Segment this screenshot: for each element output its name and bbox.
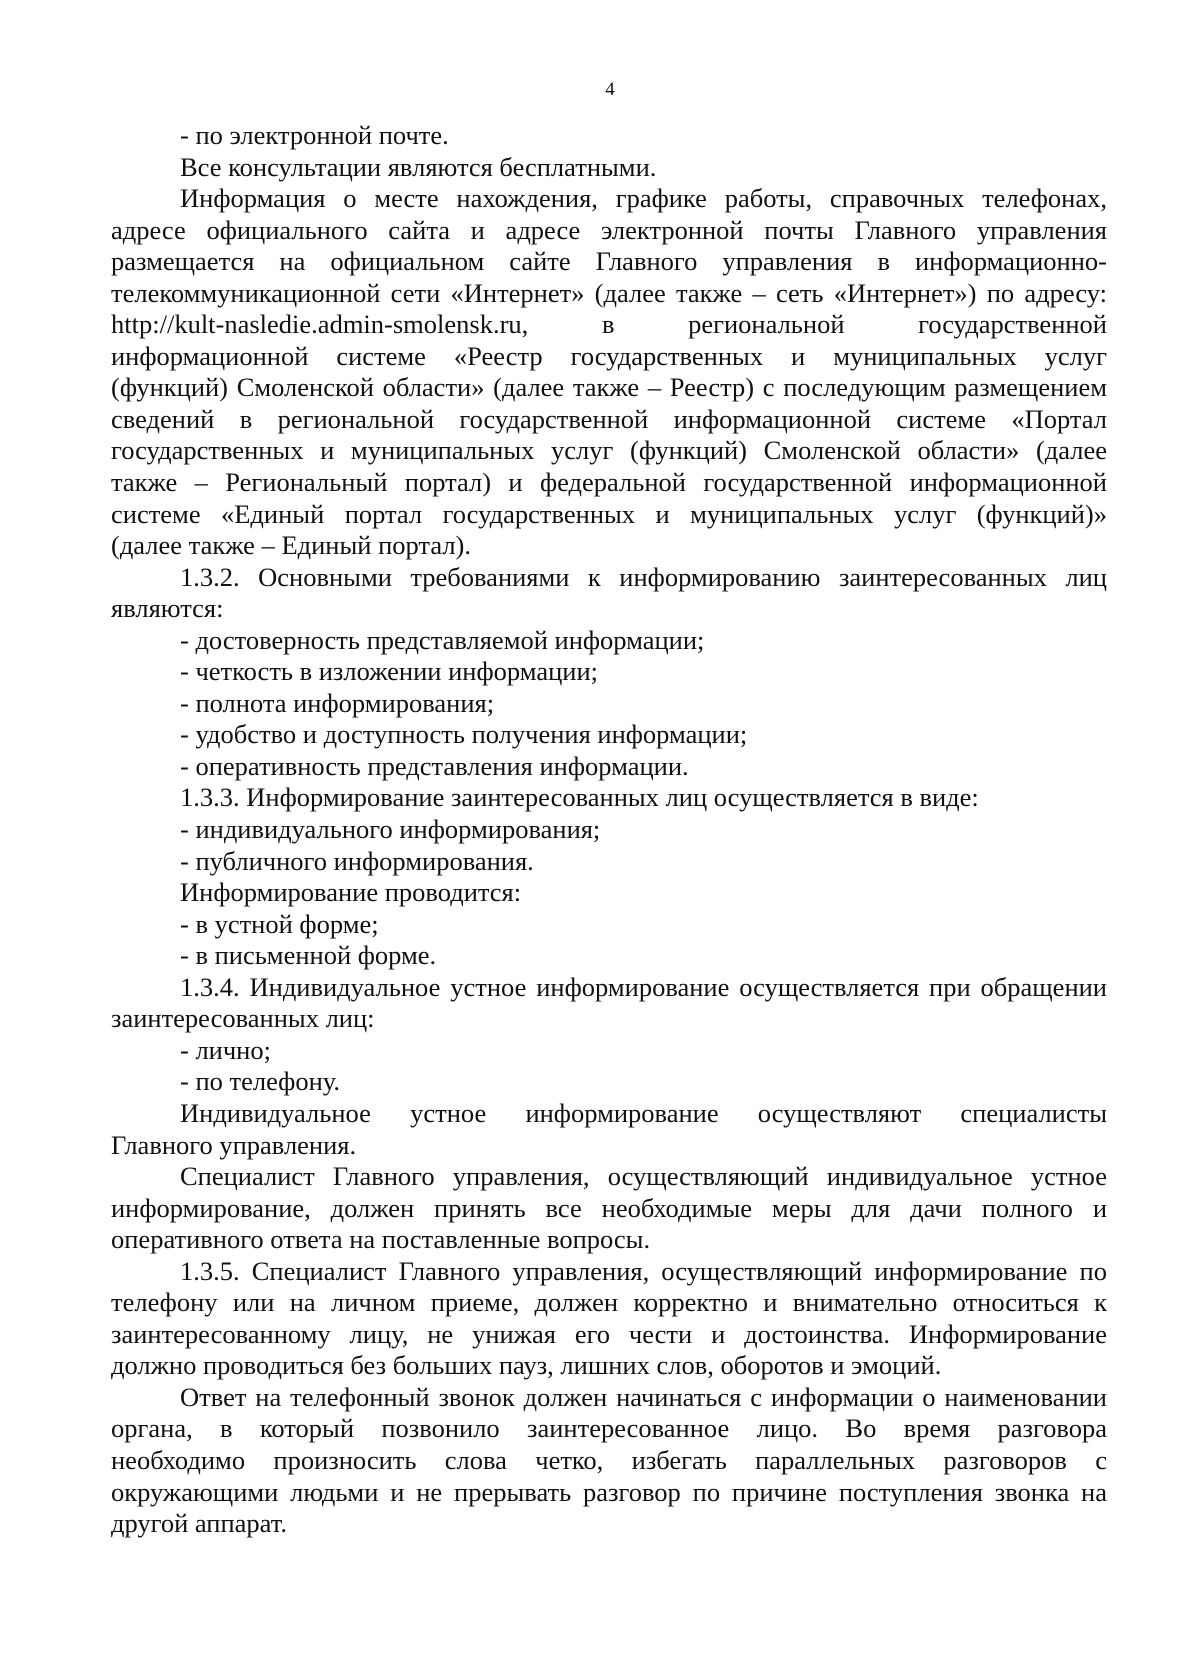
text-line: (далее также – Единый портал).	[111, 530, 471, 561]
text-line: 1.3.3. Информирование заинтересованных лиц осуществляется в виде:	[180, 782, 979, 813]
text-line: Все консультации являются бесплатными.	[180, 151, 657, 182]
text-line: также – Региональный портал) и федеральной государственной информационной	[111, 467, 1107, 498]
text-line: - индивидуального информирования;	[180, 814, 601, 845]
text-line: окружающими людьми и не прерывать разговор по причине поступления звонка на	[111, 1476, 1107, 1507]
text-line: другой аппарат.	[111, 1508, 287, 1539]
text-line: 1.3.4. Индивидуальное устное информирование осуществляется при обращении	[180, 971, 1107, 1002]
text-line: - четкость в изложении информации;	[180, 656, 598, 687]
text-line: системе «Единый портал государственных и муниципальных услуг (функций)»	[111, 498, 1107, 529]
text-line: - по телефону.	[180, 1066, 340, 1097]
text-line: заинтересованных лиц:	[111, 1003, 375, 1034]
page-number: 4	[605, 79, 615, 100]
text-line: размещается на официальном сайте Главного управления в информационно-	[111, 246, 1107, 277]
text-line: Индивидуальное устное информирование осуществляют специалисты	[180, 1097, 1107, 1128]
text-line: Информирование проводится:	[180, 877, 522, 908]
text-line: должно проводиться без больших пауз, лишних слов, оборотов и эмоций.	[111, 1350, 942, 1381]
text-line: сведений в региональной государственной информационной системе «Портал	[111, 403, 1107, 434]
text-line: телефону или на личном приеме, должен корректно и внимательно относиться к	[111, 1287, 1107, 1318]
document-body	[111, 120, 1107, 1540]
text-line: заинтересованному лицу, не унижая его чести и достоинства. Информирование	[111, 1318, 1107, 1349]
text-line: Главного управления.	[111, 1129, 357, 1160]
text-line: государственных и муниципальных услуг (функций) Смоленской области» (далее	[111, 435, 1107, 466]
text-line: Информация о месте нахождения, графике работы, справочных телефонах,	[180, 183, 1107, 214]
text-line: - удобство и доступность получения информации;	[180, 719, 748, 750]
text-line: - в письменной форме.	[180, 940, 437, 971]
text-line: 1.3.2. Основными требованиями к информированию заинтересованных лиц	[180, 561, 1107, 592]
text-line: информационной системе «Реестр государственных и муниципальных услуг	[111, 340, 1107, 371]
text-line: адресе официального сайта и адресе электронной почты Главного управления	[111, 214, 1107, 245]
text-line: http://kult-nasledie.admin-smolensk.ru, в региональной государственной	[111, 309, 1107, 340]
text-line: Специалист Главного управления, осуществляющий индивидуальное устное	[180, 1161, 1107, 1192]
text-line: оперативного ответа на поставленные вопросы.	[111, 1224, 651, 1255]
text-line: - оперативность представления информации.	[180, 750, 689, 781]
text-line: - публичного информирования.	[180, 845, 534, 876]
text-line: информирование, должен принять все необходимые меры для дачи полного и	[111, 1192, 1107, 1223]
text-line: - полнота информирования;	[180, 687, 495, 718]
text-line: - лично;	[180, 1034, 271, 1065]
text-line: 1.3.5. Специалист Главного управления, осуществляющий информирование по	[180, 1255, 1107, 1286]
text-line: органа, в который позвонило заинтересованное лицо. Во время разговора	[111, 1413, 1107, 1444]
text-line: телекоммуникационной сети «Интернет» (далее также – сеть «Интернет») по адресу:	[111, 277, 1107, 308]
text-line: (функций) Смоленской области» (далее также – Реестр) с последующим размещением	[111, 372, 1107, 403]
text-line: - в устной форме;	[180, 908, 379, 939]
text-line: - по электронной почте.	[180, 120, 449, 150]
text-line: необходимо произносить слова четко, избегать параллельных разговоров с	[111, 1444, 1107, 1475]
text-line: являются:	[111, 593, 224, 624]
text-line: Ответ на телефонный звонок должен начинаться с информации о наименовании	[180, 1381, 1107, 1412]
text-line: - достоверность представляемой информации;	[180, 624, 705, 655]
